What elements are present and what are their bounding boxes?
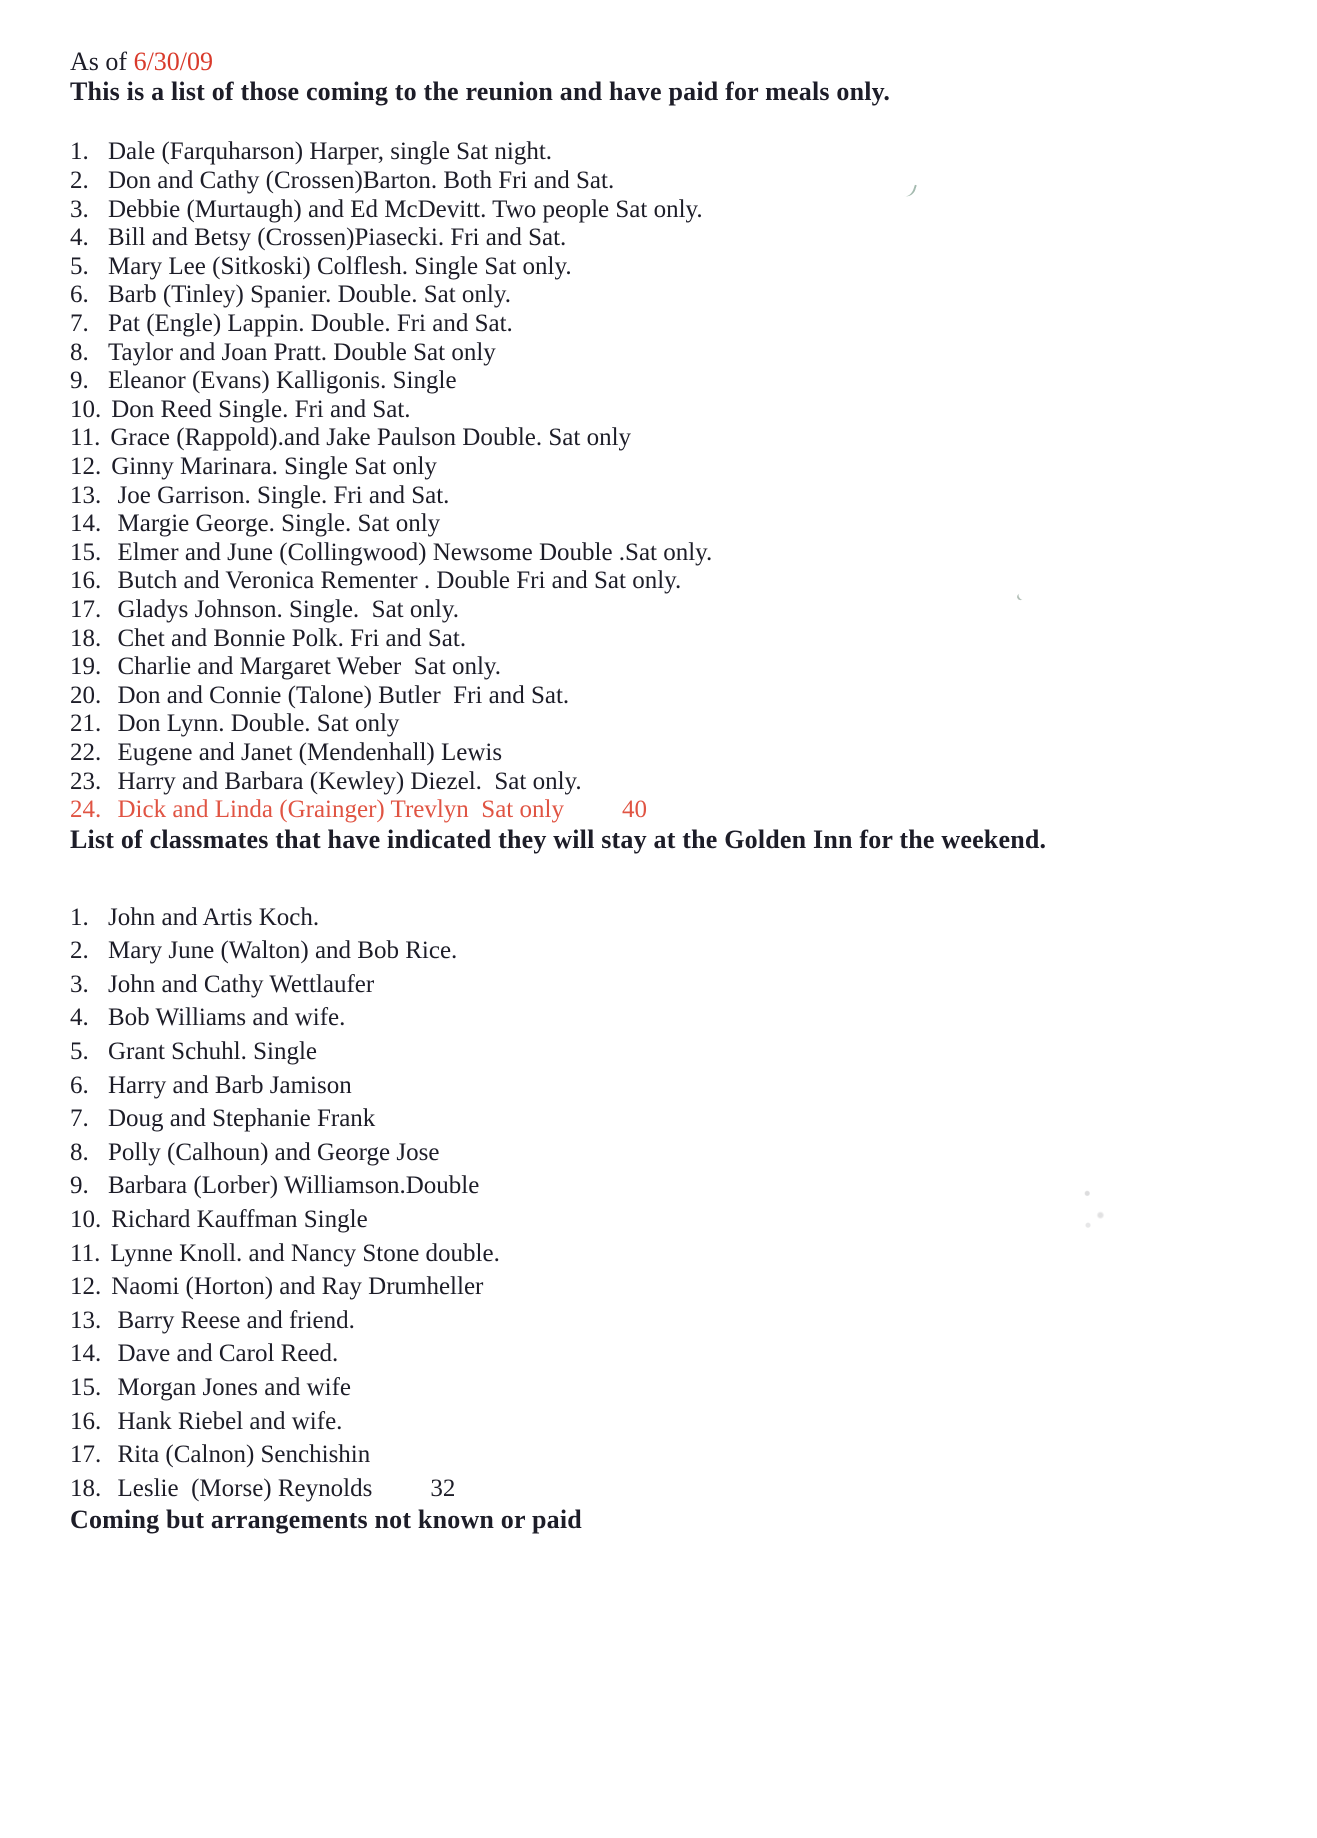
list-item (70, 339, 1277, 368)
golden-inn-list (70, 901, 1277, 1506)
list-item-number: 1. (70, 903, 89, 931)
list-item-number: 3. (70, 970, 89, 998)
list-item-text: Harry and Barbara (Kewley) Diezel. Sat only. (111, 767, 582, 795)
list-item-number: 18. (70, 624, 102, 652)
list-item (70, 968, 1277, 1002)
list-item-number: 10. (70, 395, 102, 423)
list-item (70, 396, 1277, 425)
list-item (70, 224, 1277, 253)
list-item-number: 14. (70, 1340, 102, 1368)
list-item (70, 1304, 1277, 1338)
list-item-text: Barbara (Lorber) Williamson.Double (108, 1172, 480, 1200)
list-item-number: 14. (70, 510, 102, 538)
list-item-number: 20. (70, 681, 102, 709)
list-item-text: Joe Garrison. Single. Fri and Sat. (111, 481, 450, 509)
list-item (70, 539, 1277, 568)
list-item-text: Elmer and June (Collingwood) Newsome Double .Sat only. (111, 538, 713, 566)
list-item (70, 1405, 1277, 1439)
list-item-number: 6. (70, 1071, 89, 1099)
list-item-number: 2. (70, 167, 89, 195)
list-item-text: Eleanor (Evans) Kalligonis. Single (108, 367, 457, 395)
list-item-text: Charlie and Margaret Weber Sat only. (111, 653, 502, 681)
list-item-number: 2. (70, 937, 89, 965)
list-item-number: 9. (70, 367, 89, 395)
list-item-number: 8. (70, 338, 89, 366)
list-item-number: 16. (70, 1407, 102, 1435)
list-item-text: Polly (Calhoun) and George Jose (108, 1138, 440, 1166)
list-item-text: John and Cathy Wettlaufer (108, 970, 375, 998)
list-item-text: Lynne Knoll. and Nancy Stone double. (110, 1239, 500, 1267)
list-item-number: 23. (70, 767, 102, 795)
list-item-text: Taylor and Joan Pratt. Double Sat only (108, 338, 496, 366)
list-item-text: Leslie (Morse) Reynolds (111, 1474, 373, 1502)
list-item (70, 253, 1277, 282)
list-item (70, 196, 1277, 225)
list-item-text: Don Lynn. Double. Sat only (111, 710, 400, 738)
list-item-number: 3. (70, 195, 89, 223)
list-item-count: 40 (621, 796, 647, 824)
list-item-number: 11. (70, 424, 101, 452)
list-item-number: 22. (70, 738, 102, 766)
list-item (70, 1001, 1277, 1035)
list-item-number: 10. (70, 1205, 102, 1233)
list-item (70, 424, 1277, 453)
list-item (70, 901, 1277, 935)
list-item-text: Mary Lee (Sitkoski) Colflesh. Single Sat only. (108, 252, 572, 280)
list-item (70, 1102, 1277, 1136)
list-item-number: 17. (70, 1441, 102, 1469)
list-item-text: Bill and Betsy (Crossen)Piasecki. Fri and Sat. (108, 224, 567, 252)
list-item-number: 15. (70, 538, 102, 566)
list-item-text: Grace (Rappold).and Jake Paulson Double. Sat only (110, 424, 632, 452)
list-item (70, 596, 1277, 625)
list-item (70, 625, 1277, 654)
list-item-number: 4. (70, 224, 89, 252)
list-item-number: 15. (70, 1373, 102, 1401)
list-item (70, 482, 1277, 511)
list-item (70, 1472, 1277, 1506)
as-of-date: 6/30/09 (133, 47, 214, 76)
list-item-text: Dave and Carol Reed. (111, 1340, 339, 1368)
list-item-text: Morgan Jones and wife (111, 1373, 352, 1401)
list-item-number: 12. (70, 453, 102, 481)
list-item-number: 17. (70, 595, 102, 623)
list-item (70, 1270, 1277, 1304)
list-item (70, 1035, 1277, 1069)
list-item-number: 21. (70, 710, 102, 738)
list-item (70, 796, 1277, 825)
list-item-number: 8. (70, 1138, 89, 1166)
list-item (70, 310, 1277, 339)
list-item-text: Grant Schuhl. Single (108, 1038, 318, 1065)
list-item-number: 1. (70, 138, 89, 166)
list-item-number: 16. (70, 567, 102, 595)
list-item-text: Naomi (Horton) and Ray Drumheller (111, 1273, 484, 1301)
list-item-number: 9. (70, 1172, 89, 1200)
list-item-text: Hank Riebel and wife. (111, 1407, 343, 1435)
list-item (70, 167, 1277, 196)
list-item-text: Barb (Tinley) Spanier. Double. Sat only. (108, 281, 511, 309)
list-item (70, 1371, 1277, 1405)
list-item (70, 367, 1277, 396)
list-item-number: 12. (70, 1273, 102, 1301)
list-item (70, 934, 1277, 968)
paid-meals-list (70, 138, 1277, 824)
list-item-text: Don and Cathy (Crossen)Barton. Both Fri and Sat. (108, 167, 615, 195)
list-item (70, 1169, 1277, 1203)
list-item-text: Rita (Calnon) Senchishin (111, 1441, 371, 1469)
list-item-text: Harry and Barb Jamison (108, 1071, 352, 1099)
list-item-text: Richard Kauffman Single (111, 1205, 368, 1233)
section-heading-paid-meals: This is a list of those coming to the reunion and have paid for meals only. (70, 76, 891, 106)
list-item (70, 453, 1277, 482)
list-item-number: 6. (70, 281, 89, 309)
list-item-number: 18. (70, 1474, 102, 1502)
list-item-text: Don and Connie (Talone) Butler Fri and Sat. (111, 681, 570, 709)
list-item (70, 653, 1277, 682)
list-item-text: Chet and Bonnie Polk. Fri and Sat. (111, 624, 467, 652)
list-item-text: John and Artis Koch. (108, 903, 320, 931)
list-item-number: 5. (70, 1038, 89, 1065)
list-item-text: Dale (Farquharson) Harper, single Sat night. (108, 138, 553, 166)
list-item (70, 567, 1277, 596)
list-item (70, 510, 1277, 539)
list-item-number: 13. (70, 481, 102, 509)
list-item-number: 11. (70, 1239, 101, 1267)
list-item-text: Doug and Stephanie Frank (108, 1105, 376, 1133)
list-item (70, 739, 1277, 768)
as-of-prefix: As of (70, 47, 134, 76)
list-item (70, 768, 1277, 797)
list-item (70, 138, 1277, 167)
section-heading-golden-inn: List of classmates that have indicated they will stay at the Golden Inn for the weekend. (70, 824, 1047, 854)
as-of-line (70, 48, 1277, 77)
list-item-text: Dick and Linda (Grainger) Trevlyn Sat only (111, 796, 564, 824)
list-item-text: Eugene and Janet (Mendenhall) Lewis (111, 738, 503, 766)
list-item-text: Ginny Marinara. Single Sat only (111, 453, 437, 481)
list-item-text: Mary June (Walton) and Bob Rice. (108, 937, 458, 965)
list-item (70, 1069, 1277, 1103)
list-item-number: 13. (70, 1306, 102, 1334)
list-item (70, 1203, 1277, 1237)
list-item-number: 19. (70, 653, 102, 681)
list-item (70, 1237, 1277, 1271)
list-item-text: Pat (Engle) Lappin. Double. Fri and Sat. (108, 310, 513, 338)
list-item-text: Margie George. Single. Sat only (111, 510, 441, 538)
list-item-number: 24. (70, 796, 102, 824)
list-item-number: 7. (70, 310, 89, 338)
list-item (70, 710, 1277, 739)
list-item-number: 7. (70, 1105, 89, 1133)
list-item-text: Don Reed Single. Fri and Sat. (111, 395, 411, 423)
list-item-text: Bob Williams and wife. (108, 1004, 346, 1032)
list-item (70, 1136, 1277, 1170)
list-item-text: Butch and Veronica Rementer . Double Fri and Sat only. (111, 567, 682, 595)
list-item-text: Debbie (Murtaugh) and Ed McDevitt. Two people Sat only. (108, 195, 703, 223)
list-item-count: 32 (430, 1474, 456, 1502)
list-item (70, 1438, 1277, 1472)
section-heading-coming-unknown: Coming but arrangements not known or paid (70, 1505, 582, 1535)
list-item (70, 1337, 1277, 1371)
list-item (70, 682, 1277, 711)
list-item-number: 5. (70, 252, 89, 280)
list-item-text: Gladys Johnson. Single. Sat only. (111, 595, 459, 623)
list-item (70, 281, 1277, 310)
list-item-text: Barry Reese and friend. (111, 1306, 355, 1334)
list-item-number: 4. (70, 1004, 89, 1032)
